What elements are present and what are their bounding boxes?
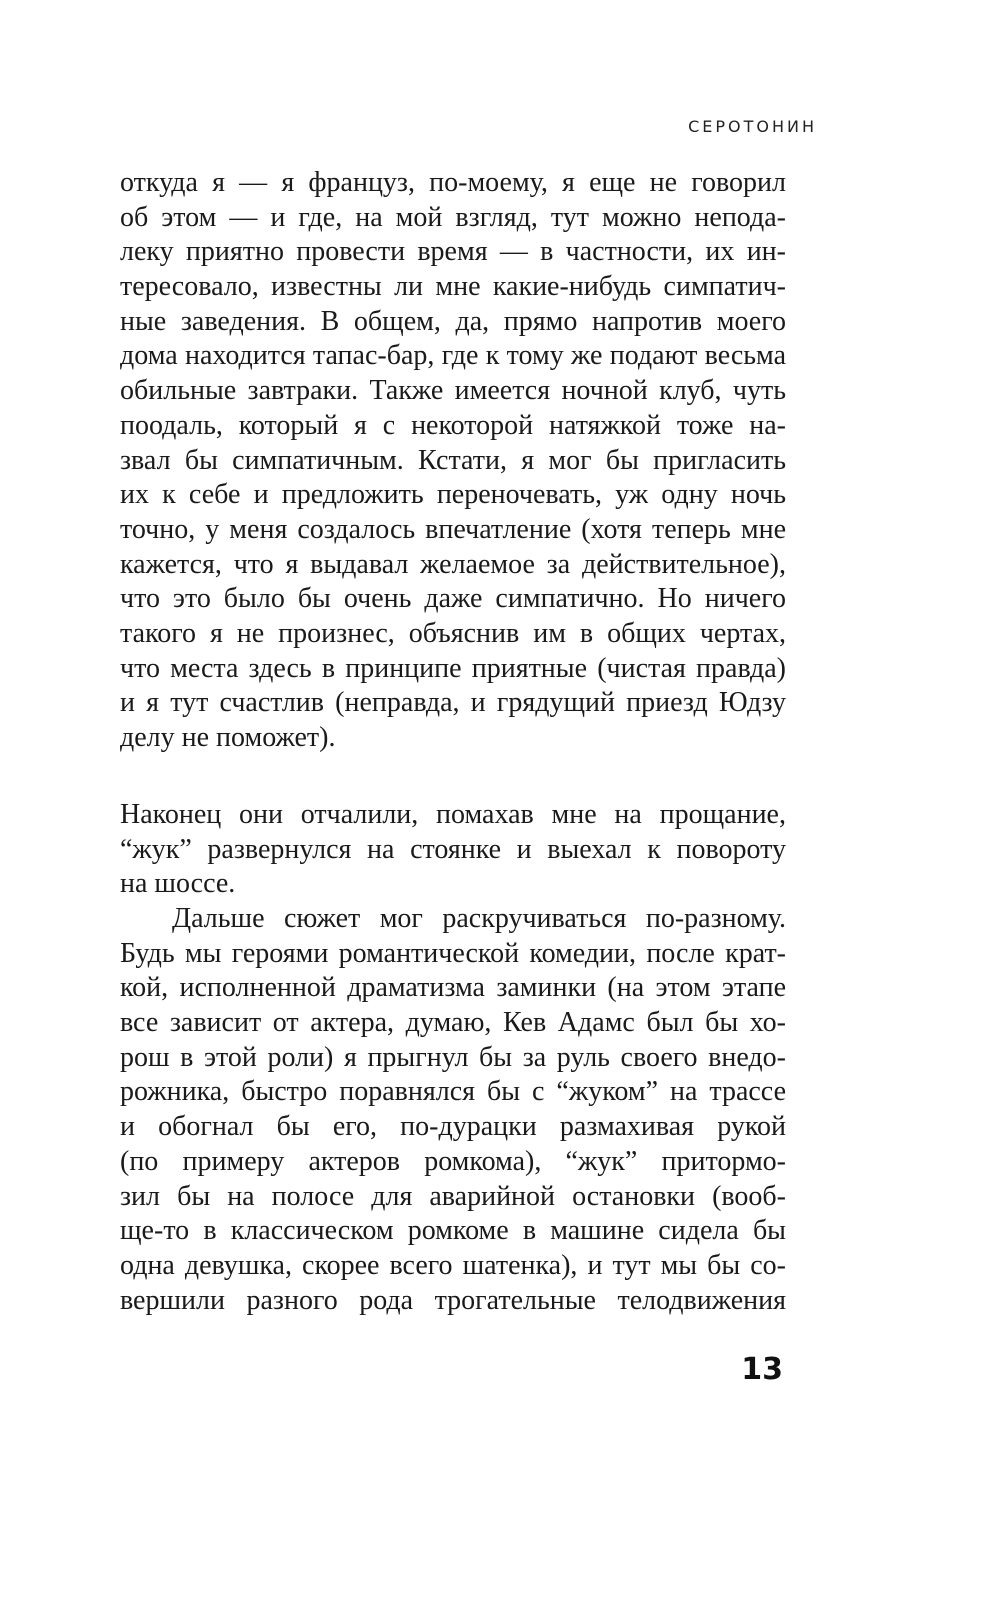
text-line: кой, исполненной драматизма заминки (на этом этапе <box>120 972 786 1004</box>
text-line: обильные завтраки. Также имеется ночной клуб, чуть <box>120 375 786 407</box>
text-line: леку приятно провести время — в частности, их ин- <box>120 236 786 268</box>
text-line: звал бы симпатичным. Кстати, я мог бы пригласить <box>120 444 786 476</box>
text-line: все зависит от актера, думаю, Кев Адамс был бы хо- <box>120 1007 786 1039</box>
text-line: такого я не произнес, объяснив им в общих чертах, <box>120 617 786 649</box>
page-number: 13 <box>741 1352 783 1387</box>
text-line: что места здесь в принципе приятные (чистая правда) <box>120 652 786 684</box>
text-line: Будь мы героями романтической комедии, после крат- <box>120 937 786 969</box>
text-line: ще-то в классическом ромкоме в машине сидела бы <box>120 1215 786 1247</box>
text-line: кажется, что я выдавал желаемое за действительное), <box>120 548 786 580</box>
text-line: зил бы на полосе для аварийной остановки (вооб- <box>120 1180 786 1212</box>
text-line: точно, у меня создалось впечатление (хотя теперь мне <box>120 513 786 545</box>
text-line: вершили разного рода трогательные телодвижения <box>120 1284 786 1316</box>
text-line: об этом — и где, на мой взгляд, тут можно непода- <box>120 201 786 233</box>
text-line: на шоссе. <box>120 868 236 900</box>
paragraph-3 <box>120 902 786 1318</box>
text-line: одна девушка, скорее всего шатенка), и тут мы бы со- <box>120 1249 786 1281</box>
text-line: (по примеру актеров ромкома), “жук” притормо- <box>120 1145 786 1177</box>
text-line: рош в этой роли) я прыгнул бы за руль своего внедо- <box>120 1041 786 1073</box>
text-line: Дальше сюжет мог раскручиваться по-разному. <box>172 903 786 934</box>
text-line: рожника, быстро поравнялся бы с “жуком” на трассе <box>120 1076 786 1108</box>
text-line: и обогнал бы его, по-дурацки размахивая рукой <box>120 1111 786 1143</box>
text-line: делу не поможет). <box>120 722 336 753</box>
text-line: “жук” развернулся на стоянке и выехал к повороту <box>120 833 786 865</box>
text-line: откуда я — я француз, по-моему, я еще не говорил <box>120 167 786 198</box>
text-line: что это было бы очень даже симпатично. Но ничего <box>120 583 786 615</box>
text-line: дома находится тапас-бар, где к тому же подают весьма <box>120 340 786 372</box>
text-line: Наконец они отчалили, помахав мне на прощание, <box>120 799 786 830</box>
text-line: ные заведения. В общем, да, прямо напротив моего <box>120 305 786 337</box>
paragraph-2 <box>120 798 786 902</box>
text-line: поодаль, который я с некоторой натяжкой тоже на- <box>120 409 786 441</box>
paragraph-1 <box>120 166 786 756</box>
text-line: и я тут счастлив (неправда, и грядущий приезд Юдзу <box>120 687 786 719</box>
text-line: тересовало, известны ли мне какие-нибудь симпатич- <box>120 271 786 303</box>
running-title: СЕРОТОНИН <box>688 117 817 136</box>
text-line: их к себе и предложить переночевать, уж одну ночь <box>120 479 786 511</box>
